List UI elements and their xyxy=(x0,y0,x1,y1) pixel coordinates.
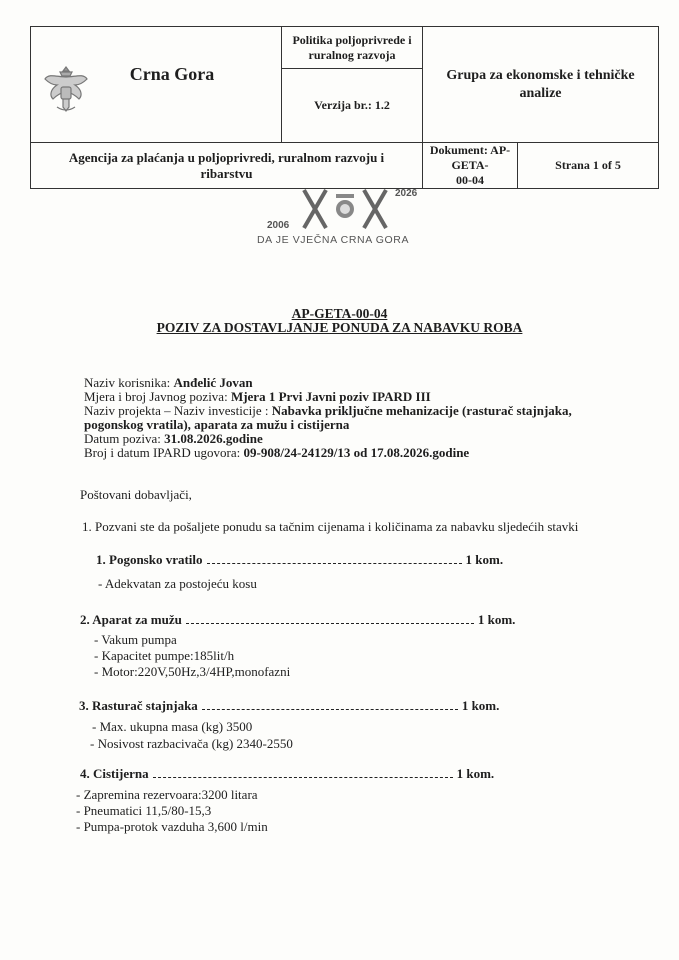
item-quantity: 1 kom. xyxy=(461,698,500,713)
beneficiary-value: Anđelić Jovan xyxy=(173,375,253,390)
anniversary-start-year: 2006 xyxy=(267,220,290,231)
item-heading xyxy=(80,766,494,782)
document-header-table xyxy=(30,26,659,189)
anniversary-end-year: 2026 xyxy=(395,188,418,199)
item-quantity: 1 kom. xyxy=(456,766,495,781)
project-value-line-2: pogonskog vratila), aparata za mužu i cistijerna xyxy=(84,417,350,432)
agency-line-1: Agencija za plaćanja u poljoprivredi, ruralnom razvoju i xyxy=(68,149,385,165)
request-info xyxy=(84,376,644,460)
measure-row xyxy=(84,390,644,404)
version-label: Verzija br.: 1.2 xyxy=(314,98,390,112)
date-label: Datum poziva: xyxy=(84,431,165,446)
item-spec: - Zapremina rezervoara:3200 litara xyxy=(76,787,258,802)
item-spec: - Max. ukupna masa (kg) 3500 xyxy=(92,719,253,734)
intro-paragraph: 1. Pozvani ste da pošaljete ponudu sa tačnim cijenama i količinama za nabavku sljedećih stavki xyxy=(82,519,579,534)
item-label: 1. Pogonsko vratilo xyxy=(96,552,203,567)
anniversary-xx-icon xyxy=(300,186,390,232)
country-cell xyxy=(31,27,282,143)
measure-value: Mjera 1 Prvi Javni poziv IPARD III xyxy=(230,389,431,404)
project-value-line-1: Nabavka priključne mehanizacije (rasturač stajnjaka, xyxy=(271,403,572,418)
item-label: 4. Cistijerna xyxy=(80,766,149,781)
document-line-1: Dokument: AP-GETA- xyxy=(429,143,511,172)
item-spec: - Motor:220V,50Hz,3/4HP,monofazni xyxy=(94,664,291,679)
document-subject-title: POZIV ZA DOSTAVLJANJE PONUDA ZA NABAVKU ROBA xyxy=(156,320,523,335)
beneficiary-row xyxy=(84,376,644,390)
agency-cell xyxy=(31,143,423,189)
date-row xyxy=(84,432,644,446)
ministry-line-1: Politika poljoprivrede i xyxy=(292,32,412,47)
agency-line-2: ribarstvu xyxy=(200,165,253,181)
item-leader-dashes xyxy=(207,557,462,564)
item-spec: - Adekvatan za postojeću kosu xyxy=(98,576,257,591)
group-line-2: analize xyxy=(519,85,562,101)
item-quantity: 1 kom. xyxy=(465,552,504,567)
ministry-cell xyxy=(282,27,423,69)
item-heading xyxy=(96,552,503,568)
item-spec: - Pneumatici 11,5/80-15,3 xyxy=(76,803,212,818)
item-spec: - Kapacitet pumpe:185lit/h xyxy=(94,648,235,663)
contract-value: 09-908/24-24129/13 od 17.08.2026.godine xyxy=(243,445,470,460)
date-value: 31.08.2026.godine xyxy=(164,431,263,446)
anniversary-logo xyxy=(245,186,440,248)
group-line-1: Grupa za ekonomske i tehničke xyxy=(446,67,635,83)
item-quantity: 1 kom. xyxy=(477,612,516,627)
item-leader-dashes xyxy=(153,771,453,778)
item-label: 2. Aparat za mužu xyxy=(80,612,182,627)
ministry-line-2: ruralnog razvoja xyxy=(308,47,396,62)
item-label: 3. Rasturač stajnjaka xyxy=(79,698,198,713)
country-name: Crna Gora xyxy=(129,64,215,84)
beneficiary-label: Naziv korisnika: xyxy=(84,375,174,390)
document-code-title: AP-GETA-00-04 xyxy=(291,306,388,321)
page-number: Strana 1 of 5 xyxy=(555,158,621,172)
item-heading xyxy=(79,698,499,714)
item-leader-dashes xyxy=(186,617,474,624)
document-code-cell xyxy=(423,143,518,189)
greeting: Poštovani dobavljači, xyxy=(80,487,192,502)
coat-of-arms-icon xyxy=(43,63,89,115)
item-spec: - Pumpa-protok vazduha 3,600 l/min xyxy=(76,819,268,834)
item-leader-dashes xyxy=(202,703,458,710)
item-spec: - Vakum pumpa xyxy=(94,632,177,647)
item-heading xyxy=(80,612,515,628)
anniversary-motto: DA JE VJEČNA CRNA GORA xyxy=(257,234,410,246)
item-spec: - Nosivost razbacivača (kg) 2340-2550 xyxy=(90,736,293,751)
project-row xyxy=(84,404,644,418)
measure-label: Mjera i broj Javnog poziva: xyxy=(84,389,231,404)
contract-label: Broj i datum IPARD ugovora: xyxy=(84,445,244,460)
project-label: Naziv projekta – Naziv investicije : xyxy=(84,403,272,418)
version-cell xyxy=(282,69,423,143)
document-line-2: 00-04 xyxy=(456,173,484,187)
contract-row xyxy=(84,446,644,460)
page-number-cell xyxy=(518,143,659,189)
group-cell xyxy=(423,27,659,143)
